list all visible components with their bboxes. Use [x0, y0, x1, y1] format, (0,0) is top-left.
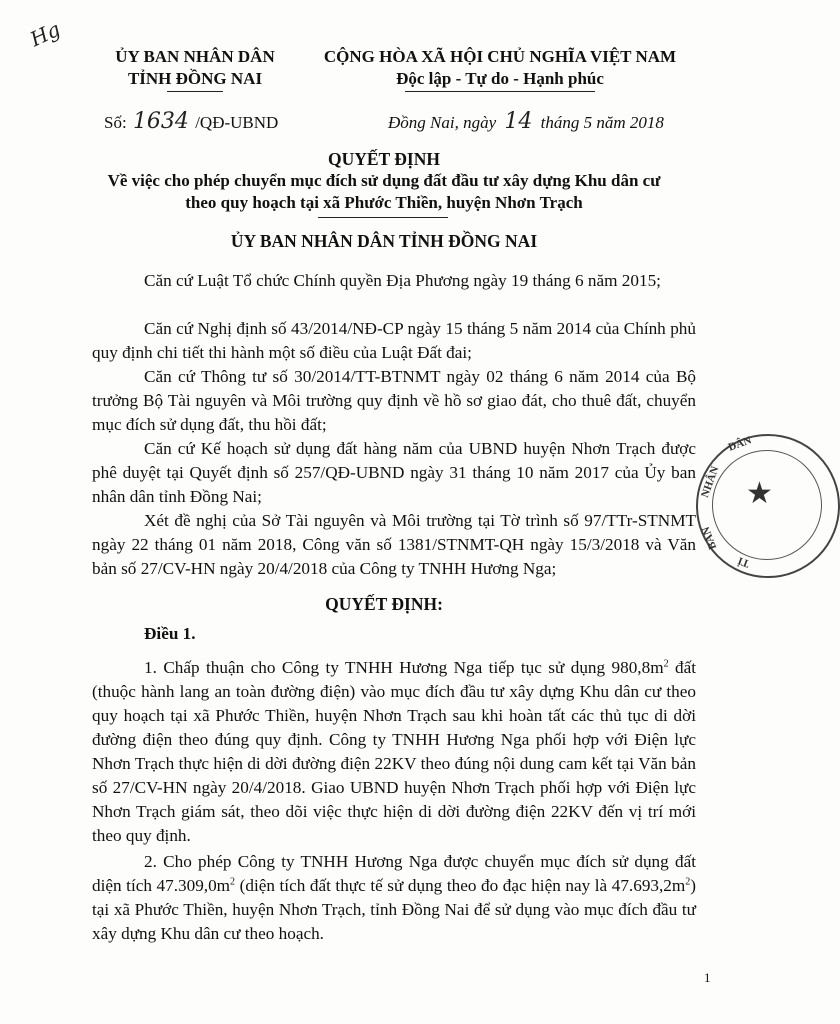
- issuer-line2: TỈNH ĐỒNG NAI: [127, 69, 263, 88]
- date-prefix: Đồng Nai, ngày: [388, 113, 497, 132]
- seal-text-top: DÂN: [726, 434, 754, 454]
- date-suffix: tháng 5 năm 2018: [540, 113, 664, 132]
- handwritten-note: Hg: [26, 16, 64, 52]
- date-day-handwritten: 14: [504, 109, 533, 134]
- article-1-heading: Điều 1.: [144, 624, 196, 643]
- subject-line1: Về việc cho phép chuyển mục đích sử dụng đất đầu tư xây dựng Khu dân cư: [107, 171, 661, 190]
- seal-text-left: NHÂN: [699, 464, 722, 500]
- preamble-item: Căn cứ Kế hoạch sử dụng đất hàng năm của UBND huyện Nhơn Trạch được phê duyệt tại Quyết định số 257/QĐ-UBND ngày 31 tháng 10 năm 2017 của Ủy ban nhân dân tỉnh Đồng Nai;: [92, 439, 696, 506]
- seal-text-bottom: BAN: [700, 525, 720, 551]
- document-title: QUYẾT ĐỊNH: [328, 149, 440, 169]
- motto: Độc lập - Tự do - Hạnh phúc: [396, 69, 604, 88]
- issuer-block: [95, 46, 295, 92]
- issuer-underline: [167, 91, 223, 92]
- preamble-item: Căn cứ Nghị định số 43/2014/NĐ-CP ngày 15 tháng 5 năm 2014 của Chính phủ quy định chi tiết thi hành một số điều của Luật Đất đai;: [92, 319, 696, 362]
- subject-underline: [318, 217, 448, 218]
- number-handwritten: 1634: [132, 109, 189, 134]
- issuing-authority: ỦY BAN NHÂN DÂN TỈNH ĐỒNG NAI: [230, 231, 538, 251]
- subject-line2: theo quy hoạch tại xã Phước Thiền, huyện Nhơn Trạch: [185, 193, 583, 212]
- motto-underline: [405, 91, 595, 92]
- decision-heading: QUYẾT ĐỊNH:: [325, 594, 443, 614]
- article-1-clause-1: 1. Chấp thuận cho Công ty TNHH Hương Nga tiếp tục sử dụng $980,8m^2$ đất (thuộc hành lang an toàn đường điện) vào mục đích đầu tư xây dựng Khu dân cư theo quy hoạch tại xã Phước Thiền, huyện Nhơn Trạch sau khi hoàn tất các thủ tục di dời đường điện theo đúng quy định. Công ty TNHH Hương Nga phối hợp với Điện lực Nhơn Trạch thực hiện di dời đường điện 22KV theo đúng nội dung cam kết tại Văn bản số 27/CV-HN ngày 20/4/2018. Giao UBND huyện Nhơn Trạch phối hợp với Điện lực Nhơn Trạch giám sát, theo dõi việc thực hiện di dời đường điện 22KV đến vị trí mới theo quy định.: [92, 658, 697, 845]
- number-suffix: /QĐ-UBND: [195, 113, 279, 132]
- seal-star-icon: ★: [746, 477, 773, 510]
- document-date: [388, 109, 664, 134]
- preamble-item: Căn cứ Thông tư số 30/2014/TT-BTNMT ngày 02 tháng 6 năm 2014 của Bộ trưởng Bộ Tài nguyên và Môi trường quy định về hồ sơ giao đát, cho thuê đất, chuyển mục đích sử dụng đất, thu hồi đất;: [92, 367, 696, 434]
- issuer-line1: ỦY BAN NHÂN DÂN: [115, 47, 275, 66]
- article-1-clause-2: 2. Cho phép Công ty TNHH Hương Nga được chuyển mục đích sử dụng đất diện tích $47.309,0m^2$ (diện tích đất thực tế sử dụng theo đo đạc hiện nay là $47.693,2m^2$) tại xã Phước Thiền, huyện Nhơn Trạch, tỉnh Đồng Nai để sử dụng vào mục đích đầu tư xây dựng Khu dân cư theo hoạch.: [92, 852, 696, 943]
- preamble-item: Xét đề nghị của Sở Tài nguyên và Môi trường tại Tờ trình số 97/TTr-STNMT ngày 22 tháng 01 năm 2018, Công văn số 1381/STNMT-QH ngày 15/3/2018 và Văn bản số 27/CV-HN ngày 20/4/2018 của Công ty TNHH Hương Nga;: [92, 511, 696, 578]
- number-prefix: Số:: [104, 113, 127, 132]
- preamble-item: Căn cứ Luật Tổ chức Chính quyền Địa Phương ngày 19 tháng 6 năm 2015;: [144, 271, 661, 290]
- document-number: [104, 109, 278, 134]
- page-number: 1: [704, 970, 711, 985]
- national-motto-block: [300, 46, 700, 92]
- seal-text-br: TỈ: [736, 554, 752, 570]
- country-name: CỘNG HÒA XÃ HỘI CHỦ NGHĨA VIỆT NAM: [323, 47, 677, 66]
- official-seal: [696, 434, 840, 578]
